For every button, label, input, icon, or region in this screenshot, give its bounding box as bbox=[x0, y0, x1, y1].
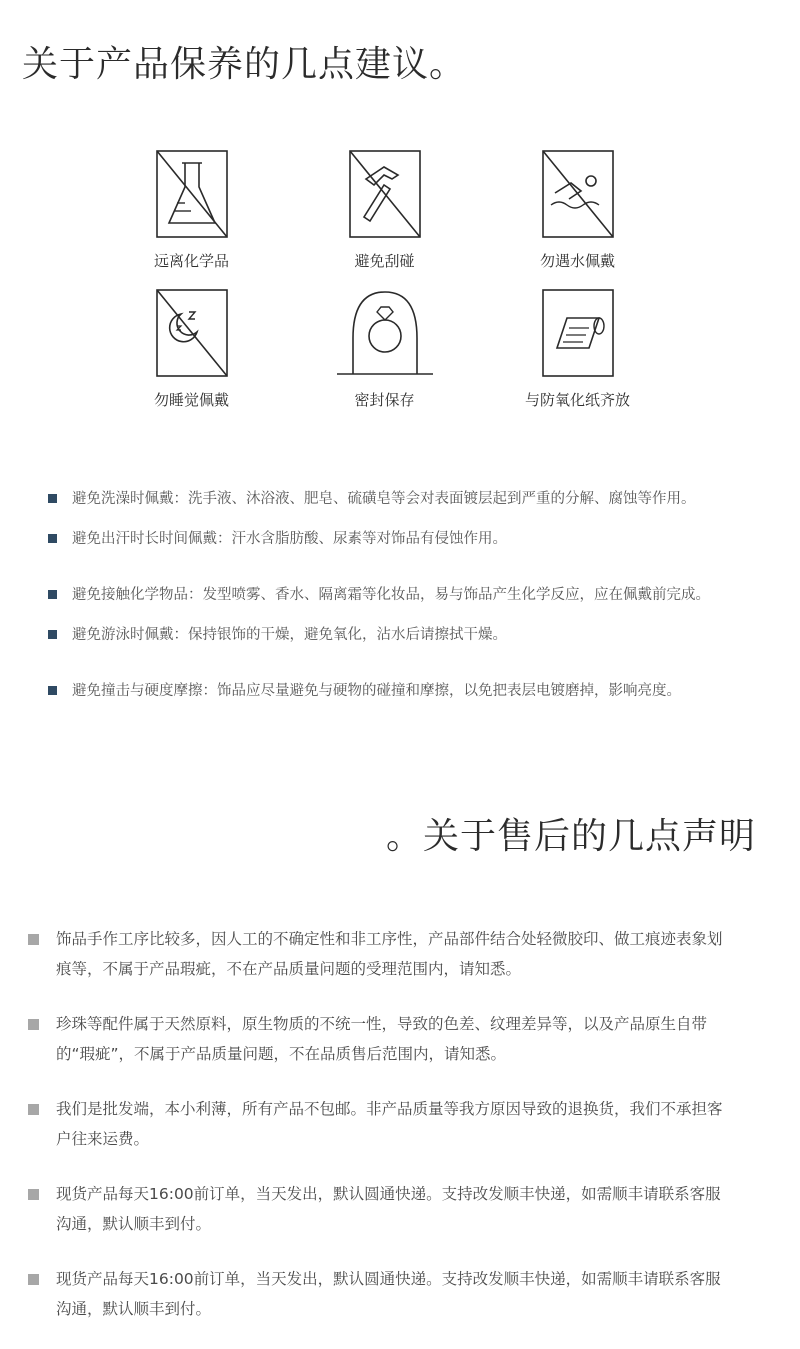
sleep-moon-prohibited-icon bbox=[140, 287, 244, 379]
list-item bbox=[28, 1179, 728, 1239]
list-item bbox=[28, 924, 728, 984]
square-bullet-icon bbox=[48, 534, 57, 543]
care-icon-grid bbox=[95, 148, 675, 410]
care-tips-list bbox=[48, 488, 728, 702]
care-icon-item bbox=[95, 148, 288, 271]
after-sales-title: 。关于售后的几点声明 bbox=[385, 816, 756, 857]
square-bullet-icon bbox=[28, 1019, 39, 1030]
square-bullet-icon bbox=[28, 934, 39, 945]
ring-sealed-bag-icon bbox=[333, 287, 437, 379]
hammer-prohibited-icon bbox=[333, 148, 437, 240]
tip-text: 避免游泳时佩戴：保持银饰的干燥，避免氧化，沾水后请擦拭干燥。 bbox=[72, 627, 507, 643]
care-icon-item bbox=[481, 148, 674, 271]
tip-text: 避免出汗时长时间佩戴：汗水含脂肪酸、尿素等对饰品有侵蚀作用。 bbox=[72, 531, 507, 547]
after-sales-notes-list bbox=[28, 924, 728, 1349]
icon-label-sleep: 勿睡觉佩戴 bbox=[153, 391, 229, 409]
square-bullet-icon bbox=[48, 686, 57, 695]
square-bullet-icon bbox=[28, 1274, 39, 1285]
tip-text: 避免撞击与硬度摩擦：饰品应尽量避免与硬物的碰撞和摩擦，以免把表层电镀磨掉，影响亮度。 bbox=[72, 683, 681, 699]
paper-scroll-icon bbox=[526, 287, 630, 379]
square-bullet-icon bbox=[48, 590, 57, 599]
list-item bbox=[48, 528, 728, 550]
note-text: 现货产品每天16:00前订单，当天发出，默认圆通快递。支持改发顺丰快递，如需顺丰请联系客服沟通，默认顺丰到付。 bbox=[56, 1270, 721, 1318]
list-item bbox=[48, 624, 728, 646]
care-icon-item bbox=[288, 148, 481, 271]
tip-text: 避免接触化学物品：发型喷雾、香水、隔离霜等化妆品，易与饰品产生化学反应，应在佩戴前完成。 bbox=[72, 587, 710, 603]
square-bullet-icon bbox=[28, 1189, 39, 1200]
care-section-title: 关于产品保养的几点建议。 bbox=[22, 44, 467, 85]
icon-label-sealed: 密封保存 bbox=[354, 391, 415, 409]
care-icon-item bbox=[481, 287, 674, 410]
note-text: 珍珠等配件属于天然原料，原生物质的不统一性，导致的色差、纹理差异等，以及产品原生自带的“瑕疵”，不属于产品质量问题，不在品质售后范围内，请知悉。 bbox=[56, 1015, 708, 1063]
list-item bbox=[48, 488, 728, 510]
icon-label-water: 勿遇水佩戴 bbox=[539, 252, 615, 270]
list-item bbox=[48, 680, 728, 702]
list-item bbox=[28, 1264, 728, 1324]
note-text: 我们是批发端，本小利薄，所有产品不包邮。非产品质量等我方原因导致的退换货，我们不承担客户往来运费。 bbox=[56, 1100, 723, 1148]
list-item bbox=[28, 1009, 728, 1069]
square-bullet-icon bbox=[28, 1104, 39, 1115]
note-text: 现货产品每天16:00前订单，当天发出，默认圆通快递。支持改发顺丰快递，如需顺丰请联系客服沟通，默认顺丰到付。 bbox=[56, 1185, 721, 1233]
icon-label-scratch: 避免刮碰 bbox=[354, 252, 415, 270]
icon-label-paper: 与防氧化纸齐放 bbox=[524, 391, 630, 409]
care-icon-item bbox=[95, 287, 288, 410]
flask-prohibited-icon bbox=[140, 148, 244, 240]
square-bullet-icon bbox=[48, 630, 57, 639]
list-item bbox=[48, 584, 728, 606]
note-text: 饰品手作工序比较多，因人工的不确定性和非工序性，产品部件结合处轻微胶印、做工痕迹表象划痕等，不属于产品瑕疵，不在产品质量问题的受理范围内，请知悉。 bbox=[56, 930, 723, 978]
square-bullet-icon bbox=[48, 494, 57, 503]
list-item bbox=[28, 1094, 728, 1154]
swimmer-prohibited-icon bbox=[526, 148, 630, 240]
care-icon-item bbox=[288, 287, 481, 410]
icon-label-chemicals: 远离化学品 bbox=[153, 252, 229, 270]
tip-text: 避免洗澡时佩戴：洗手液、沐浴液、肥皂、硫磺皂等会对表面镀层起到严重的分解、腐蚀等作用。 bbox=[72, 491, 696, 507]
